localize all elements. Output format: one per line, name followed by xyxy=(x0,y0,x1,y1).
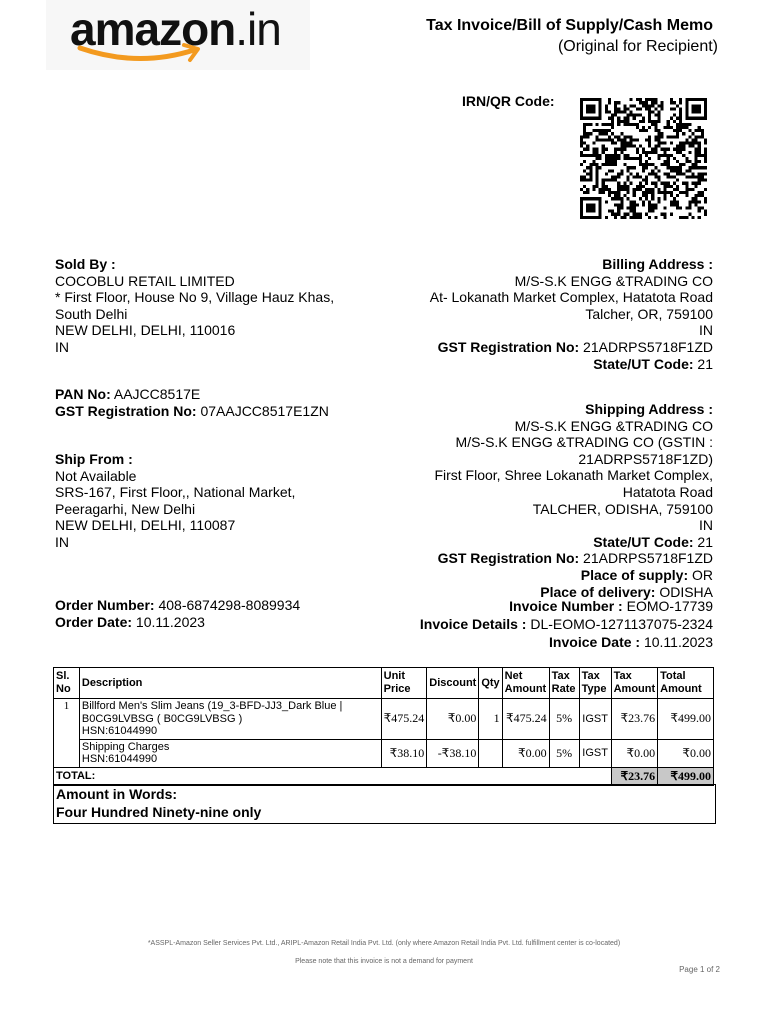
seller-tax-ids xyxy=(55,386,329,419)
ship-from-line: IN xyxy=(55,533,69,550)
billing-gst-label: GST Registration No: xyxy=(437,338,580,355)
seller-address-line: NEW DELHI, DELHI, 110016 xyxy=(55,322,236,339)
seller-gst-value: 07AAJCC8517E1ZN xyxy=(200,402,329,419)
pan-value: AAJCC8517E xyxy=(113,386,201,402)
place-of-supply-label: Place of supply: xyxy=(580,566,689,583)
row-net-amount: ₹0.00 xyxy=(502,739,549,767)
col-header-discount: Discount xyxy=(427,668,479,699)
invoice-details-label: Invoice Details : xyxy=(419,616,527,632)
pan-label: PAN No: xyxy=(55,386,111,402)
place-of-delivery-value: ODISHA xyxy=(659,583,713,600)
smile-arrow-icon xyxy=(76,42,206,64)
col-header-description: Description xyxy=(79,668,381,699)
irn-qr-label: IRN/QR Code: xyxy=(462,93,555,109)
amount-in-words-value: Four Hundred Ninety-nine only xyxy=(56,804,262,820)
invoice-number: EOMO-17739 xyxy=(626,598,713,614)
row-tax-type: IGST xyxy=(579,739,611,767)
row-description xyxy=(79,699,381,740)
billing-line: IN xyxy=(699,322,713,339)
seller-name: COCOBLU RETAIL LIMITED xyxy=(55,272,235,289)
seller-address-line: IN xyxy=(55,338,69,355)
logo-main-text: amazon xyxy=(70,3,236,55)
sold-by-label: Sold By : xyxy=(55,256,116,272)
invoice-items-table xyxy=(53,667,714,786)
col-header-qty: Qty xyxy=(479,668,502,699)
invoice-info xyxy=(420,597,713,651)
shipping-state-label: State/UT Code: xyxy=(593,533,694,550)
item-hsn: HSN:61044990 xyxy=(81,725,158,737)
col-header-total-amount: Total Amount xyxy=(658,668,714,699)
billing-line: At- Lokanath Market Complex, Hatatota Road xyxy=(429,289,713,306)
invoice-date: 10.11.2023 xyxy=(643,634,713,650)
ship-from-line: Not Available xyxy=(55,467,137,484)
page-number: Page 1 of 2 xyxy=(679,965,720,974)
invoice-date-label: Invoice Date : xyxy=(549,634,641,650)
seller-address-line: * First Floor, House No 9, Village Hauz Khas, xyxy=(55,289,335,306)
table-total-row xyxy=(54,767,714,785)
seller-gst-label: GST Registration No: xyxy=(55,402,197,419)
row-sl: 1 xyxy=(54,699,80,768)
col-header-tax-type: Tax Type xyxy=(579,668,611,699)
table-row xyxy=(54,739,714,767)
row-tax-amount: ₹0.00 xyxy=(611,739,658,767)
col-header-tax-amount: Tax Amount xyxy=(611,668,658,699)
total-label: TOTAL: xyxy=(54,767,612,785)
row-tax-rate: 5% xyxy=(549,739,579,767)
amount-in-words-label: Amount in Words: xyxy=(56,786,178,802)
invoice-subtitle: (Original for Recipient) xyxy=(557,38,718,55)
shipping-charges-label: Shipping Charges xyxy=(81,740,170,753)
ship-from-label: Ship From : xyxy=(55,451,133,467)
order-number-label: Order Number: xyxy=(55,597,155,613)
table-header-row xyxy=(54,668,714,699)
order-number: 408-6874298-8089934 xyxy=(158,597,301,613)
sold-by-section xyxy=(55,256,334,356)
shipping-line: M/S-S.K ENGG &TRADING CO (GSTIN : xyxy=(455,434,713,451)
col-header-sl: Sl. No xyxy=(54,668,80,699)
shipping-line: First Floor, Shree Lokanath Market Complex, xyxy=(434,467,713,484)
billing-state-label: State/UT Code: xyxy=(593,355,694,372)
billing-line: Talcher, OR, 759100 xyxy=(585,305,713,322)
billing-address-label: Billing Address : xyxy=(602,256,713,272)
order-info xyxy=(55,597,300,630)
row-discount: ₹0.00 xyxy=(427,699,479,740)
row-discount: -₹38.10 xyxy=(427,739,479,767)
shipping-state-value: 21 xyxy=(697,533,713,550)
col-header-net-amount: Net Amount xyxy=(502,668,549,699)
row-unit-price: ₹38.10 xyxy=(381,739,427,767)
row-unit-price: ₹475.24 xyxy=(381,699,427,740)
row-qty xyxy=(479,739,502,767)
row-tax-rate: 5% xyxy=(549,699,579,740)
shipping-address-label: Shipping Address : xyxy=(585,401,713,417)
ship-from-line: Peeragarhi, New Delhi xyxy=(55,500,196,517)
row-tax-amount: ₹23.76 xyxy=(611,699,658,740)
billing-state-value: 21 xyxy=(697,355,713,372)
table-row xyxy=(54,699,714,740)
total-tax-amount: ₹23.76 xyxy=(611,767,658,785)
seller-address-line: South Delhi xyxy=(55,305,128,322)
row-tax-type: IGST xyxy=(579,699,611,740)
order-date: 10.11.2023 xyxy=(135,613,205,630)
ship-from-line: SRS-167, First Floor,, National Market, xyxy=(55,484,296,501)
billing-gst-value: 21ADRPS5718F1ZD xyxy=(583,338,713,355)
footer-demand-note: Please note that this invoice is not a demand for payment xyxy=(295,958,473,965)
shipping-line: TALCHER, ODISHA, 759100 xyxy=(532,500,713,517)
footer-note: *ASSPL-Amazon Seller Services Pvt. Ltd., ARIPL-Amazon Retail India Pvt. Ltd. (only where Amazon Retail India Pvt. Ltd. fulfillment center is co-located) xyxy=(147,940,621,947)
shipping-hsn: HSN:61044990 xyxy=(81,753,158,765)
order-date-label: Order Date: xyxy=(55,613,133,630)
logo-tld-text: .in xyxy=(235,3,281,55)
shipping-line: Hatatota Road xyxy=(622,483,713,500)
row-total-amount: ₹499.00 xyxy=(658,699,714,740)
shipping-gst-label: GST Registration No: xyxy=(437,550,580,567)
place-of-supply-value: OR xyxy=(692,566,713,583)
place-of-delivery-label: Place of delivery: xyxy=(540,583,656,600)
invoice-number-label: Invoice Number : xyxy=(509,598,623,614)
billing-line: M/S-S.K ENGG &TRADING CO xyxy=(514,272,713,289)
shipping-line: IN xyxy=(699,517,713,534)
shipping-gst-value: 21ADRPS5718F1ZD xyxy=(583,550,713,567)
col-header-tax-rate: Tax Rate xyxy=(549,668,579,699)
billing-address-section xyxy=(430,256,713,372)
row-qty: 1 xyxy=(479,699,502,740)
invoice-title: Tax Invoice/Bill of Supply/Cash Memo xyxy=(426,17,713,34)
row-total-amount: ₹0.00 xyxy=(658,739,714,767)
item-description-line: B0CG9LVBSG ( B0CG9LVBSG ) xyxy=(81,712,243,725)
row-description xyxy=(79,739,381,767)
shipping-line: 21ADRPS5718F1ZD) xyxy=(578,450,713,467)
ship-from-section xyxy=(55,451,295,551)
total-amount: ₹499.00 xyxy=(658,767,714,785)
shipping-line: M/S-S.K ENGG &TRADING CO xyxy=(514,417,713,434)
qr-code xyxy=(580,98,707,219)
col-header-unit-price: Unit Price xyxy=(381,668,427,699)
amazon-logo xyxy=(46,0,310,70)
invoice-details: DL-EOMO-1271137075-2324 xyxy=(530,616,713,632)
item-description-line: Billford Men's Slim Jeans (19_3-BFD-JJ3_Dark Blue | xyxy=(81,700,343,712)
row-net-amount: ₹475.24 xyxy=(502,699,549,740)
shipping-address-section xyxy=(434,401,713,600)
ship-from-line: NEW DELHI, DELHI, 110087 xyxy=(55,517,236,534)
amount-in-words-box xyxy=(53,784,716,824)
